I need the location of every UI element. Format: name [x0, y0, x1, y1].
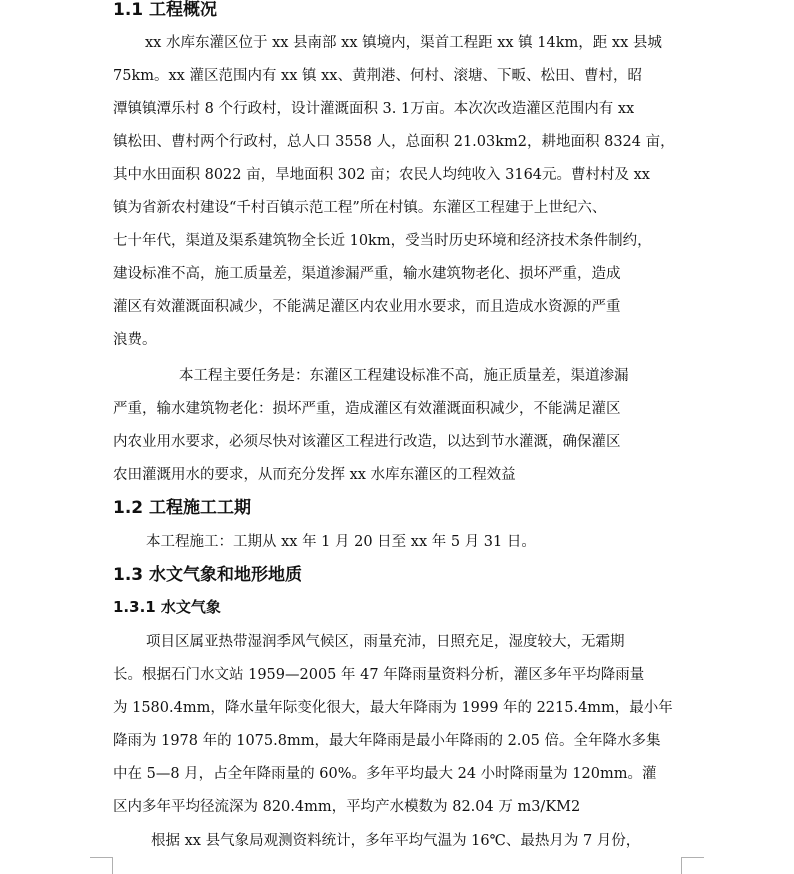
subsection-heading-1-3-1: 1.3.1 水文气象	[113, 598, 221, 616]
paragraph-line: 项目区属亚热带湿润季风气候区，雨量充沛，日照充足，湿度较大，无霜期	[146, 634, 625, 650]
paragraph-line: 区内多年平均径流深为 820.4mm，平均产水模数为 82.04 万 m3/KM2	[113, 799, 581, 815]
paragraph-line: 根据 xx 县气象局观测资料统计，多年平均气温为 16℃、最热月为 7 月份，	[151, 833, 641, 849]
paragraph-line: 本工程施工：工期从 xx 年 1 月 20 日至 xx 年 5 月 31 日。	[146, 534, 536, 550]
paragraph-line: 降雨为 1978 年的 1075.8mm，最大年降雨是最小年降雨的 2.05 倍。全年降水多集	[113, 733, 661, 749]
paragraph-line: 75km。xx 灌区范围内有 xx 镇 xx、黄荆港、何村、滚塘、下畈、松田、曹村，昭	[113, 68, 642, 84]
paragraph-line: xx 水库东灌区位于 xx 县南部 xx 镇境内，渠首工程距 xx 镇 14km，距 xx 县城	[145, 35, 662, 51]
section-heading-1-3: 1.3 水文气象和地形地质	[113, 565, 303, 585]
paragraph-line: 镇为省新农村建设“千村百镇示范工程”所在村镇。东灌区工程建于上世纪六、	[113, 200, 607, 216]
paragraph-line: 长。根据石门水文站 1959—2005 年 47 年降雨量资料分析，灌区多年平均降雨量	[113, 667, 645, 683]
paragraph-line: 建设标准不高，施工质量差，渠道渗漏严重，输水建筑物老化、损坏严重，造成	[113, 266, 621, 282]
paragraph-line: 灌区有效灌溉面积减少，不能满足灌区内农业用水要求，而且造成水资源的严重	[113, 299, 621, 315]
paragraph-line: 内农业用水要求，必须尽快对该灌区工程进行改造，以达到节水灌溉，确保灌区	[113, 434, 621, 450]
paragraph-line: 农田灌溉用水的要求，从而充分发挥 xx 水库东灌区的工程效益	[113, 467, 516, 483]
crop-mark-right	[681, 857, 704, 874]
paragraph-line: 本工程主要任务是：东灌区工程建设标准不高，施正质量差，渠道渗漏	[179, 368, 629, 384]
section-heading-1-2: 1.2 工程施工工期	[113, 498, 252, 518]
paragraph-line: 严重，输水建筑物老化：损坏严重，造成灌区有效灌溉面积减少，不能满足灌区	[113, 401, 621, 417]
paragraph-line: 中在 5—8 月，占全年降雨量的 60%。多年平均最大 24 小时降雨量为 120mm。灌	[113, 766, 657, 782]
paragraph-line: 潭镇镇潭乐村 8 个行政村，设计灌溉面积 3. 1万亩。本次次改造灌区范围内有 xx	[113, 101, 635, 117]
paragraph-line: 为 1580.4mm，降水量年际变化很大，最大年降雨为 1999 年的 2215.4mm，最小年	[113, 700, 673, 716]
section-heading-1-1: 1.1 工程概况	[113, 0, 218, 20]
crop-mark-left	[90, 857, 113, 874]
paragraph-line: 浪费。	[113, 332, 157, 348]
paragraph-line: 其中水田面积 8022 亩，旱地面积 302 亩；农民人均纯收入 3164元。曹村村及 xx	[113, 167, 650, 183]
paragraph-line: 七十年代，渠道及渠系建筑物全长近 10km，受当时历史环境和经济技术条件制约，	[113, 233, 652, 249]
paragraph-line: 镇松田、曹村两个行政村，总人口 3558 人，总面积 21.03km2，耕地面积 8324 亩，	[113, 134, 675, 150]
